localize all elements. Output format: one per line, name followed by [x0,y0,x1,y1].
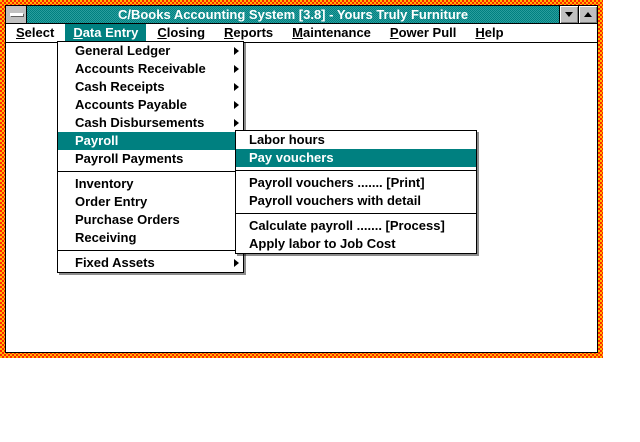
maximize-icon [584,12,592,17]
menu-item-accounts-receivable[interactable] [58,60,243,78]
submenu-item-pay-vouchers[interactable] [236,149,476,167]
submenu-item-labor-hours[interactable] [236,131,476,149]
system-menu-button[interactable] [6,6,27,23]
menu-item-label: General Ledger [75,43,171,58]
menubar-item-help[interactable] [467,24,511,42]
menu-item-label: Receiving [75,230,137,245]
menu-item-label: Cash Receipts [75,79,165,94]
menubar-item-reports[interactable] [216,24,281,42]
menubar-item-label: Select [16,25,55,40]
menu-item-label: Fixed Assets [75,255,155,270]
submenu-item-payroll-vouchers-print[interactable] [236,174,476,192]
submenu-item-payroll-vouchers-with-detail[interactable] [236,192,476,210]
menubar-item-data-entry[interactable] [65,24,146,42]
menubar-item-label: Maintenance [292,25,371,40]
menu-item-label: Payroll vouchers ....... [Print] [249,175,425,190]
menubar-item-label: Closing [157,25,206,40]
menu-item-label: Payroll vouchers with detail [249,193,421,208]
maximize-button[interactable] [578,6,597,23]
menu-item-label: Pay vouchers [249,150,334,165]
menu-item-label: Payroll Payments [75,151,184,166]
menu-item-label: Accounts Payable [75,97,187,112]
submenu-arrow-icon [234,259,239,267]
menubar-item-power-pull[interactable] [382,24,464,42]
submenu-arrow-icon [234,65,239,73]
menu-item-label: Calculate payroll ....... [Process] [249,218,445,233]
menubar-item-label: Reports [224,25,274,40]
menu-item-cash-receipts[interactable] [58,78,243,96]
menubar-item-closing[interactable] [149,24,213,42]
menu-item-label: Inventory [75,176,134,191]
menu-item-purchase-orders[interactable] [58,211,243,229]
minimize-icon [565,12,573,17]
menu-item-accounts-payable[interactable] [58,96,243,114]
menu-item-label: Cash Disbursements [75,115,205,130]
menu-item-label: Accounts Receivable [75,61,206,76]
menu-item-cash-disbursements[interactable] [58,114,243,132]
submenu-arrow-icon [234,101,239,109]
menu-item-general-ledger[interactable] [58,42,243,60]
menu-item-label: Labor hours [249,132,325,147]
menubar-item-label: Help [475,25,504,40]
system-menu-icon [10,13,23,16]
menu-item-label: Purchase Orders [75,212,180,227]
menu-separator [236,210,476,217]
menu-item-label: Payroll [75,133,119,148]
menubar-item-label: Power Pull [389,25,457,40]
menu-item-inventory[interactable] [58,175,243,193]
menu-separator [236,167,476,174]
menu-item-receiving[interactable] [58,229,243,247]
menu-item-label: Order Entry [75,194,148,209]
minimize-button[interactable] [559,6,578,23]
submenu-arrow-icon [234,83,239,91]
menu-item-payroll-payments[interactable] [58,150,243,168]
payroll-submenu [235,130,477,254]
menu-item-order-entry[interactable] [58,193,243,211]
menubar-item-maintenance[interactable] [284,24,379,42]
window-title: C/Books Accounting System [3.8] - Yours Truly Furniture [27,6,559,23]
titlebar [6,6,597,24]
menu-item-label: Apply labor to Job Cost [249,236,396,251]
submenu-item-calculate-payroll-process[interactable] [236,217,476,235]
data-entry-menu [57,41,244,273]
submenu-arrow-icon [234,119,239,127]
menu-separator [58,247,243,254]
menu-item-payroll[interactable] [58,132,243,150]
menubar-item-select[interactable] [8,24,62,42]
submenu-arrow-icon [234,47,239,55]
menubar-item-label: Data Entry [73,25,139,40]
menu-separator [58,168,243,175]
menu-item-fixed-assets[interactable] [58,254,243,272]
submenu-item-apply-labor-to-job-cost[interactable] [236,235,476,253]
